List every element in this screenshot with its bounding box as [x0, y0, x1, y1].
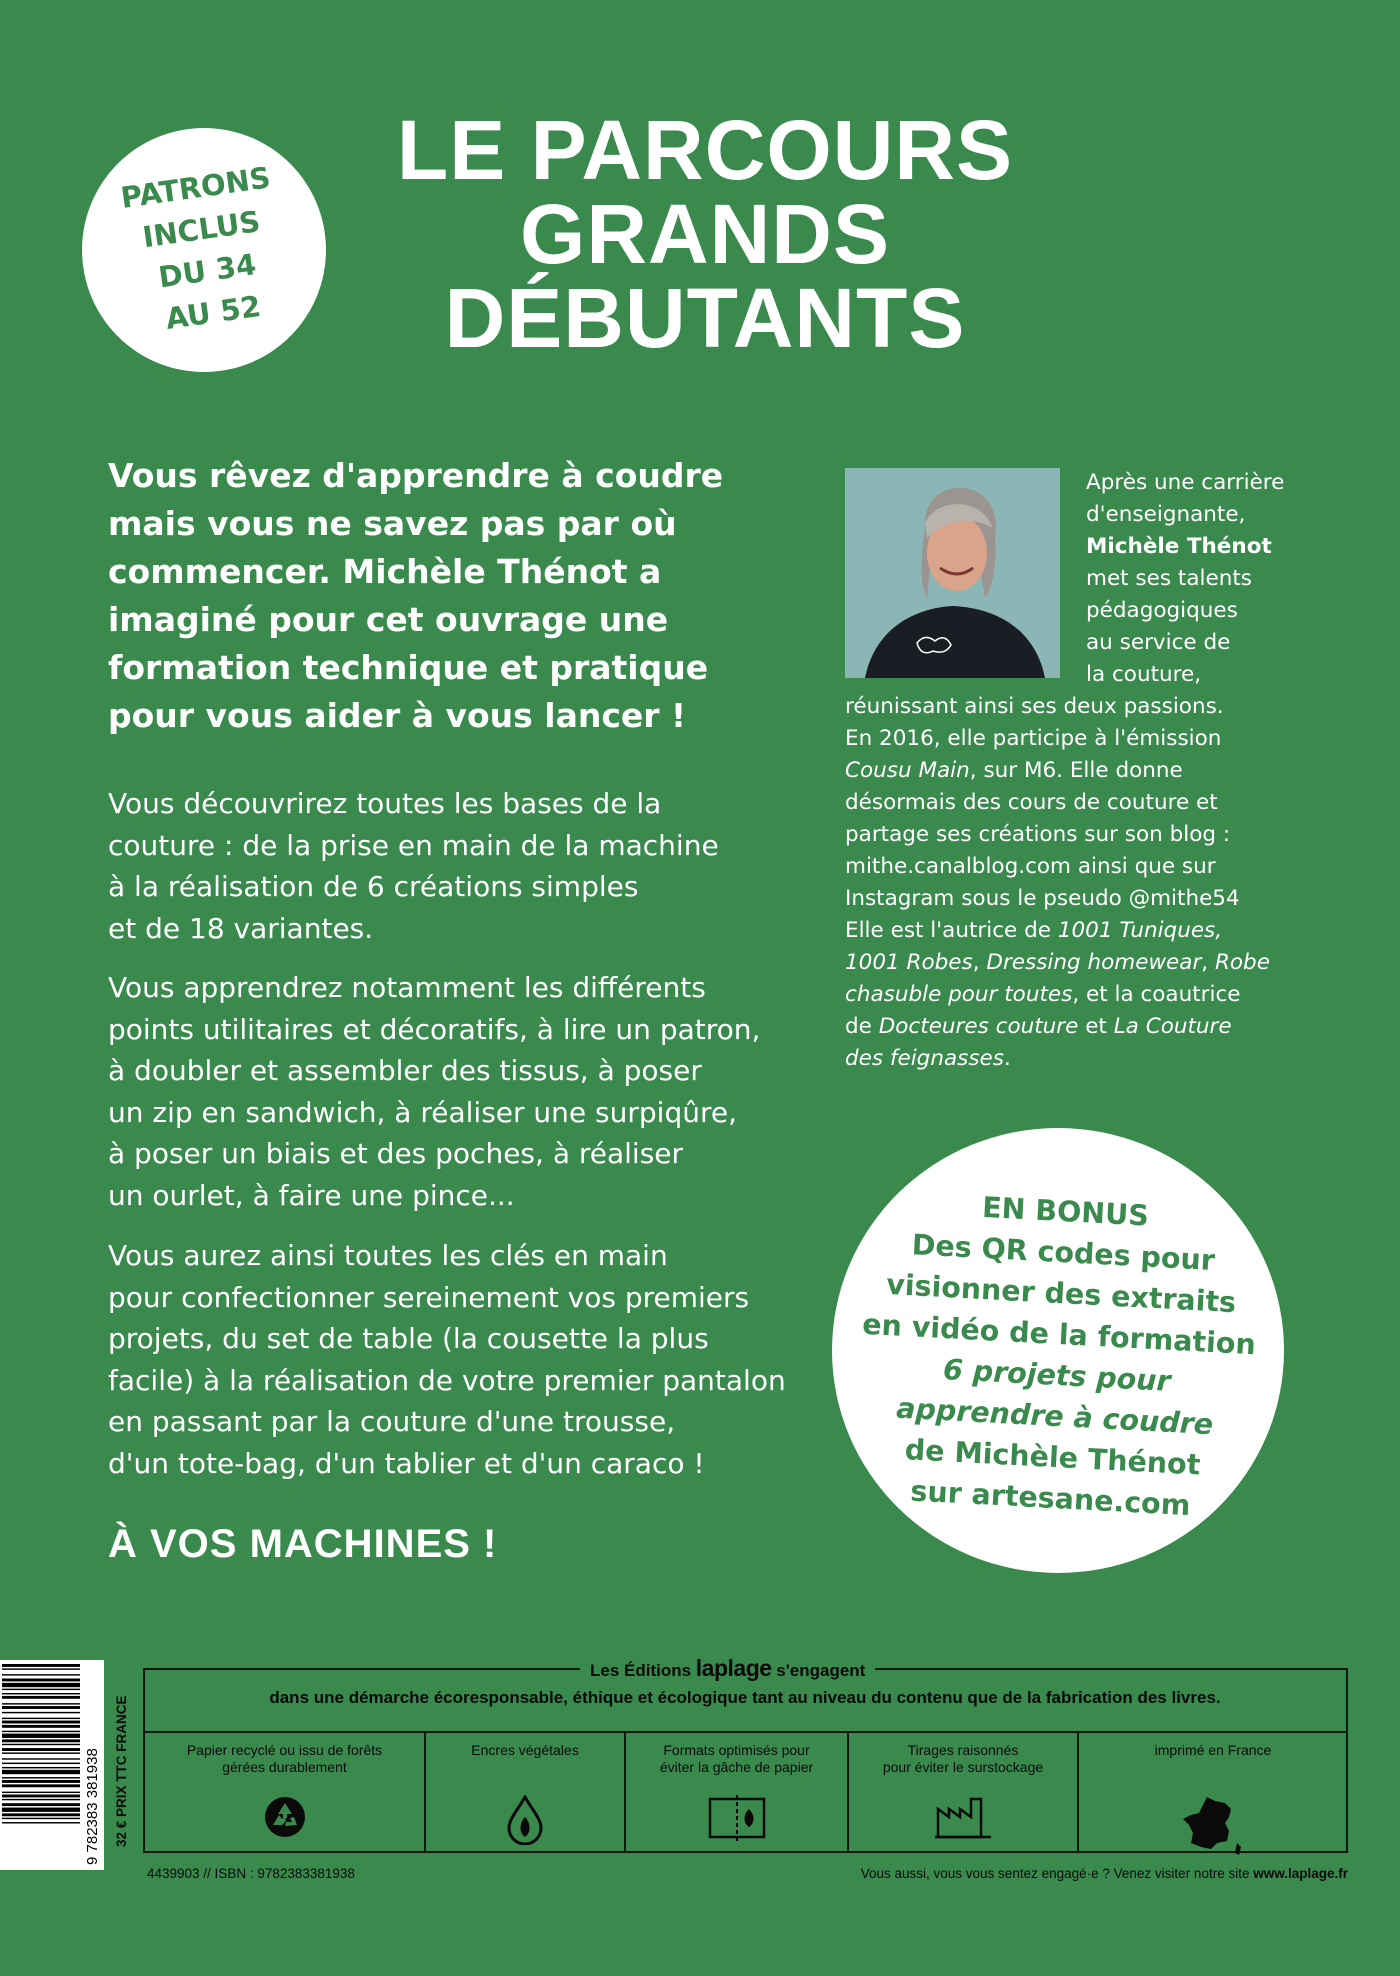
barcode-bar — [2, 1818, 80, 1819]
blog-url: mithe.canalblog.com ainsi que sur — [845, 854, 1216, 879]
engagement-title: Les Éditions laplage s'engagent — [580, 1655, 875, 1682]
paragraph-line: un zip en sandwich, à réaliser une surpiqûre, — [108, 1095, 737, 1129]
paragraph-line: Vous découvrirez toutes les bases de la — [108, 787, 662, 820]
commitment-label: Papier recyclé ou issu de forêts — [186, 1742, 383, 1758]
bonus-line: 6 projets pour — [942, 1352, 1172, 1398]
barcode-bar — [2, 1808, 80, 1812]
barcode-bar — [2, 1706, 80, 1709]
barcode-bar — [2, 1752, 80, 1753]
paragraph-line: points utilitaires et décoratifs, à lire un patron, — [108, 1012, 761, 1046]
bio-line: Après une carrière — [1086, 470, 1285, 495]
paragraph-bases — [108, 783, 808, 949]
paragraph-line: couture : de la prise en main de la machine — [108, 828, 719, 862]
bonus-line: apprendre à coudre — [895, 1391, 1214, 1441]
ink-drop-icon — [505, 1795, 545, 1849]
paragraph-line: d'un tote-bag, d'un tablier et d'un caraco ! — [108, 1446, 705, 1480]
barcode-bar — [2, 1799, 80, 1800]
bio-line: d'enseignante, — [1086, 502, 1246, 527]
factory-icon — [935, 1795, 991, 1843]
commitment-france — [1079, 1733, 1347, 1851]
page-title — [330, 103, 1080, 365]
barcode-bar — [2, 1668, 80, 1669]
title-line: GRANDS — [519, 187, 890, 281]
barcode-bar — [2, 1777, 80, 1778]
paragraph-line: facile) à la réalisation de votre premier pantalon — [108, 1363, 786, 1397]
paragraph-line: un ourlet, à faire une pince... — [108, 1178, 515, 1212]
intro-line: commencer. Michèle Thénot a — [108, 552, 662, 591]
barcode-bar — [2, 1674, 80, 1675]
barcode-bar — [2, 1703, 80, 1704]
bonus-line: visionner des extraits — [885, 1267, 1237, 1319]
bonus-line: Des QR codes pour — [911, 1227, 1216, 1277]
title-line: DÉBUTANTS — [444, 271, 966, 365]
barcode-bar — [2, 1748, 80, 1751]
bio-line: la couture, — [1086, 662, 1202, 687]
bio-line: met ses talents — [1086, 566, 1252, 591]
commitment-print-runs — [849, 1733, 1077, 1851]
intro-line: formation technique et pratique — [108, 648, 709, 687]
bio-line: au service de — [1086, 630, 1231, 655]
paper-format-icon — [707, 1795, 767, 1845]
title-line: LE PARCOURS — [396, 103, 1014, 197]
barcode-bar — [2, 1718, 80, 1719]
barcode-bar — [2, 1767, 80, 1768]
barcode-bar — [2, 1792, 80, 1793]
commitment-label: Tirages raisonnés — [907, 1742, 1019, 1758]
bonus-line: de Michèle Thénot — [904, 1432, 1202, 1482]
badge-line: PATRONS — [118, 160, 273, 215]
bonus-badge — [832, 1128, 1284, 1573]
bio-line: pédagogiques — [1086, 598, 1238, 623]
intro-line: Vous rêvez d'apprendre à coudre — [108, 456, 724, 495]
paragraph-line: Vous apprendrez notamment les différents — [108, 971, 706, 1004]
website-link[interactable]: www.laplage.fr — [1253, 1866, 1348, 1881]
barcode-bar — [2, 1693, 80, 1694]
visit-text: Vous aussi, vous vous sentez engagé·e ? Venez visiter notre site www.laplage.fr — [860, 1866, 1348, 1881]
barcode-bar — [2, 1744, 80, 1745]
intro-text — [108, 452, 748, 740]
paragraph-line: en passant par la couture d'une trousse, — [108, 1405, 676, 1438]
price-label: 32 € PRIX TTC FRANCE — [114, 1695, 129, 1847]
barcode-bar — [2, 1780, 80, 1783]
france-map-icon — [1181, 1795, 1245, 1861]
barcode-bar — [2, 1758, 80, 1759]
paragraph-line: projets, du set de table (la cousette la plus — [108, 1322, 709, 1355]
commitment-ink — [426, 1733, 624, 1851]
barcode-bar — [2, 1679, 80, 1682]
barcode-bar — [2, 1712, 80, 1713]
commitment-label: Formats optimisés pour — [663, 1742, 810, 1758]
barcode-bar — [2, 1664, 80, 1667]
patrons-badge — [82, 128, 326, 372]
bio-line: de Docteures couture et La Couture — [845, 1014, 1232, 1039]
barcode-bar — [2, 1696, 80, 1699]
barcode-bar — [2, 1721, 80, 1724]
author-name: Michèle Thénot — [1086, 534, 1272, 559]
bonus-line: en vidéo de la formation — [861, 1307, 1257, 1361]
author-bio-bottom — [845, 691, 1270, 1075]
bonus-line: sur artesane.com — [909, 1473, 1192, 1522]
barcode-bar — [2, 1795, 80, 1798]
instagram-handle: Instagram sous le pseudo @mithe54 — [845, 886, 1240, 911]
barcode-bar — [2, 1689, 80, 1690]
barcode-number: 9 782383 381938 — [84, 1748, 101, 1865]
paragraph-line: à la réalisation de 6 créations simples — [108, 870, 639, 903]
paragraph-line: et de 18 variantes. — [108, 911, 374, 945]
intro-line: pour vous aider à vous lancer ! — [108, 696, 687, 735]
paragraph-line: pour confectionner sereinement vos premiers — [108, 1280, 750, 1314]
barcode-bar — [2, 1770, 80, 1774]
barcode-bar — [2, 1822, 80, 1823]
bio-line: En 2016, elle participe à l'émission — [845, 726, 1222, 751]
paragraph-skills — [108, 967, 808, 1216]
bio-line: Elle est l'autrice de 1001 Tuniques, — [845, 918, 1223, 943]
bio-line: 1001 Robes, Dressing homewear, Robe — [845, 950, 1270, 975]
engagement-subtitle: dans une démarche écoresponsable, éthique et écologique tant au niveau du contenu que de la fabrication des livres. — [269, 1688, 1221, 1707]
badge-line: DU 34 — [155, 247, 258, 295]
bio-line: désormais des cours de couture et — [845, 790, 1218, 815]
bio-line: Cousu Main, sur M6. Elle donne — [845, 758, 1183, 783]
commitment-label: Encres végétales — [471, 1742, 579, 1758]
badge-line: INCLUS — [140, 204, 262, 255]
barcode-bar — [2, 1731, 80, 1732]
author-bio-top — [1086, 467, 1284, 691]
publisher-logo: laplage — [695, 1655, 772, 1681]
isbn: 4439903 // ISBN : 9782383381938 — [147, 1866, 355, 1881]
barcode-bar — [2, 1784, 80, 1787]
bonus-line: EN BONUS — [981, 1190, 1150, 1233]
bio-line: des feignasses. — [845, 1046, 1011, 1071]
badge-line: AU 52 — [163, 288, 263, 336]
intro-line: mais vous ne savez pas par où — [108, 504, 677, 543]
paragraph-projects — [108, 1235, 808, 1484]
price-wrap — [112, 1672, 136, 1852]
commitment-label: pour éviter le surstockage — [882, 1759, 1044, 1775]
commitment-label: éviter la gâche de papier — [659, 1759, 814, 1775]
commitment-formats — [626, 1733, 847, 1851]
bio-line: chasuble pour toutes, et la coautrice — [845, 982, 1241, 1007]
call-to-action: À VOS MACHINES ! — [108, 1522, 498, 1566]
commitment-label: gérées durablement — [222, 1759, 347, 1775]
bio-line: réunissant ainsi ses deux passions. — [845, 694, 1224, 719]
intro-line: imaginé pour cet ouvrage une — [108, 600, 669, 639]
commitment-label: imprimé en France — [1154, 1742, 1272, 1758]
barcode-bar — [2, 1734, 80, 1738]
barcode — [0, 1660, 104, 1870]
bio-line: partage ses créations sur son blog : — [845, 822, 1231, 847]
barcode-bar — [2, 1813, 80, 1816]
barcode-bar — [2, 1739, 80, 1742]
paragraph-line: Vous aurez ainsi toutes les clés en main — [108, 1239, 668, 1272]
barcode-bar — [2, 1763, 80, 1764]
barcode-bar — [2, 1803, 80, 1806]
paragraph-line: à poser un biais et des poches, à réaliser — [108, 1137, 684, 1170]
author-photo — [845, 468, 1060, 678]
paragraph-line: à doubler et assembler des tissus, à poser — [108, 1054, 702, 1087]
barcode-bar — [2, 1725, 80, 1728]
recycle-icon — [263, 1795, 307, 1843]
barcode-bar — [2, 1683, 80, 1687]
commitment-paper — [145, 1733, 424, 1851]
